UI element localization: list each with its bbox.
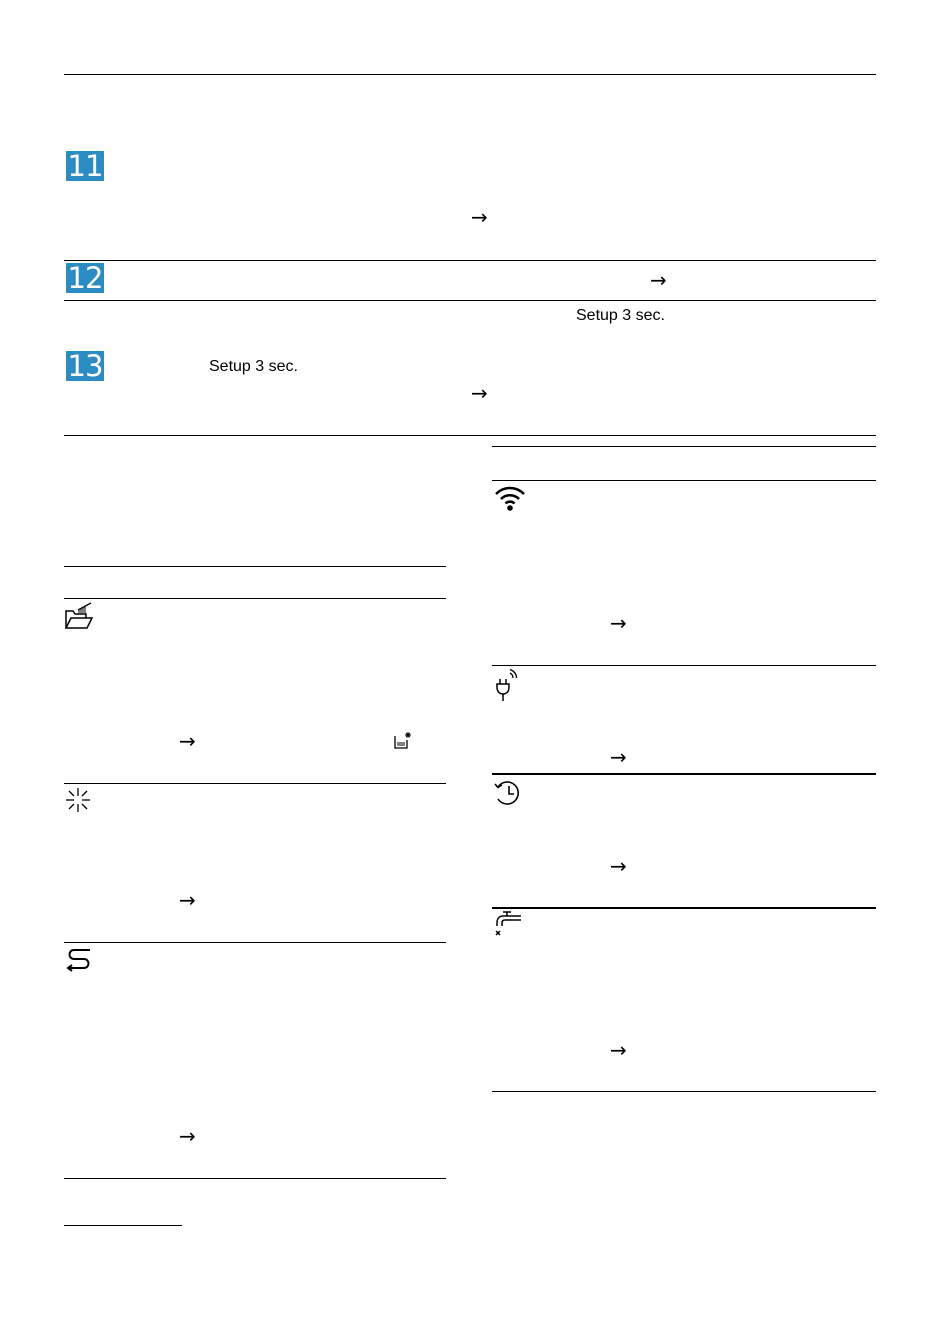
footnote-rule xyxy=(64,1225,182,1226)
water-tap-icon xyxy=(493,911,523,941)
table-rule xyxy=(492,480,876,481)
step-number-12: 12 xyxy=(67,261,103,295)
divider-rule xyxy=(64,300,876,301)
table-rule xyxy=(492,907,876,909)
table-rule xyxy=(492,665,876,666)
arrow-glyph: → xyxy=(471,205,488,229)
arrow-glyph: → xyxy=(610,854,627,878)
setup-label: Setup 3 sec. xyxy=(576,307,665,324)
table-rule xyxy=(492,446,876,447)
door-open-icon xyxy=(64,601,94,631)
sparkle-icon xyxy=(65,787,91,813)
arrow-glyph: → xyxy=(179,888,196,912)
table-rule xyxy=(64,1178,446,1179)
table-rule xyxy=(492,1091,876,1092)
step-number-11: 11 xyxy=(67,149,103,183)
regeneration-icon xyxy=(64,946,94,974)
table-rule xyxy=(64,566,446,567)
table-rule xyxy=(64,942,446,943)
divider-rule xyxy=(64,260,876,261)
arrow-glyph: → xyxy=(179,1124,196,1148)
remote-start-icon xyxy=(494,669,520,703)
setup-label: Setup 3 sec. xyxy=(209,358,298,375)
table-rule xyxy=(64,783,446,784)
wifi-icon xyxy=(494,484,526,512)
top-rule xyxy=(64,74,876,75)
arrow-glyph: → xyxy=(179,729,196,753)
divider-rule xyxy=(64,435,876,436)
step-number-13: 13 xyxy=(67,349,103,383)
timer-icon xyxy=(493,778,523,808)
table-rule xyxy=(64,598,446,599)
arrow-glyph: → xyxy=(471,381,488,405)
table-rule xyxy=(492,773,876,775)
arrow-glyph: → xyxy=(610,611,627,635)
arrow-glyph: → xyxy=(610,745,627,769)
arrow-glyph: → xyxy=(650,268,667,292)
arrow-glyph: → xyxy=(610,1038,627,1062)
rinse-aid-icon xyxy=(393,731,413,751)
